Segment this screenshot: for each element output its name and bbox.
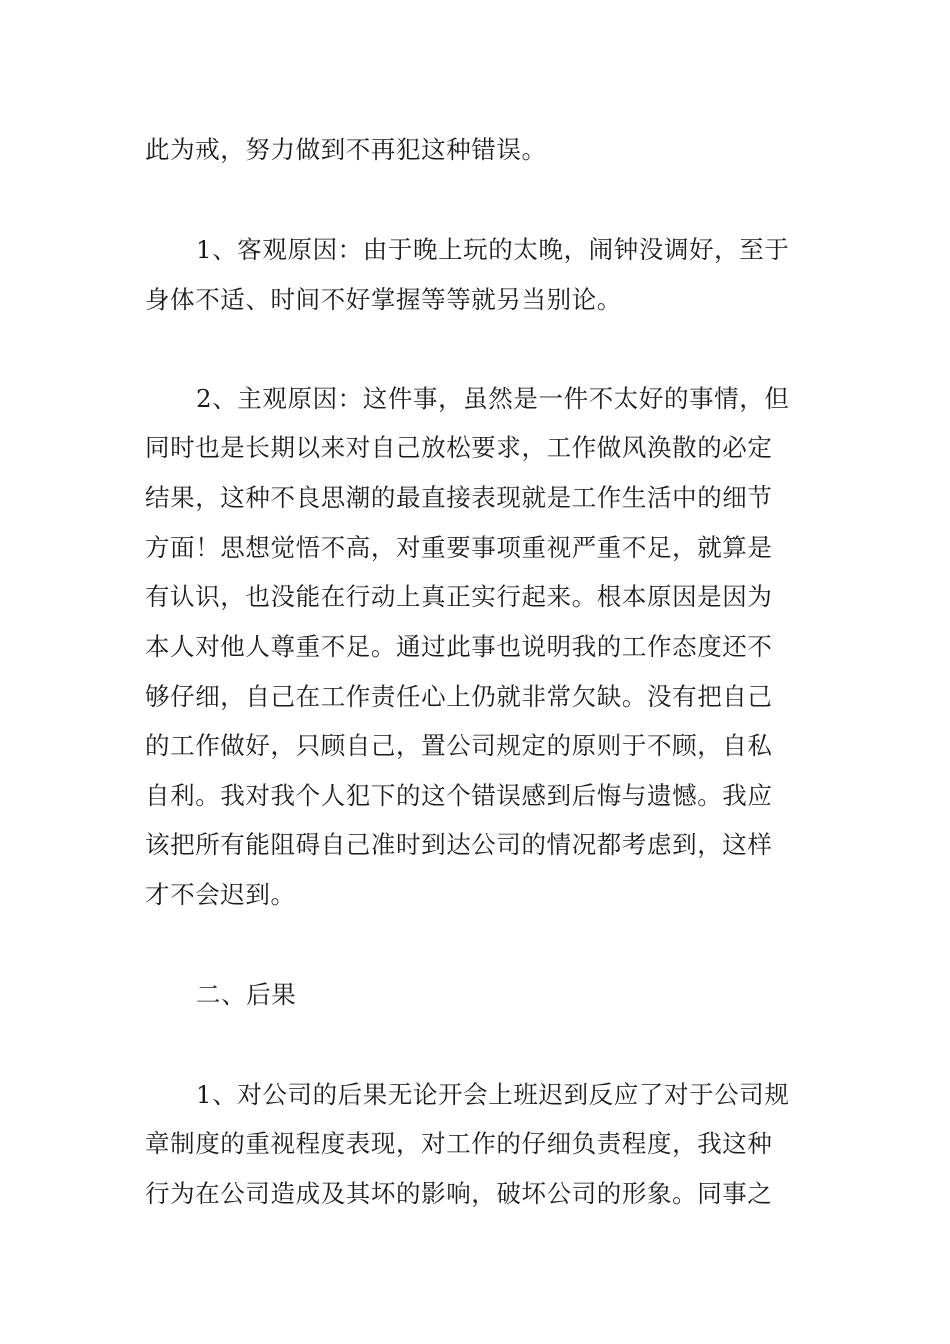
paragraph-line: 有认识，也没能在行动上真正实行起来。根本原因是因为 <box>145 582 773 611</box>
paragraph-line: 同时也是长期以来对自己放松要求，工作做风涣散的必定 <box>145 433 773 462</box>
paragraph-line: 章制度的重视程度表现，对工作的仔细负责程度，我这种 <box>145 1129 773 1158</box>
paragraph-line: 的工作做好，只顾自己，置公司规定的原则于不顾，自私 <box>145 731 773 760</box>
section-heading: 二、后果 <box>196 980 297 1009</box>
paragraph-line: 2、主观原因：这件事，虽然是一件不太好的事情，但 <box>196 384 790 413</box>
paragraph-line: 自利。我对我个人犯下的这个错误感到后悔与遗憾。我应 <box>145 781 773 810</box>
paragraph-line: 本人对他人尊重不足。通过此事也说明我的工作态度还不 <box>145 632 773 661</box>
paragraph-line: 1、客观原因：由于晚上玩的太晚，闹钟没调好，至于 <box>196 235 790 264</box>
paragraph-line: 才不会迟到。 <box>145 880 296 909</box>
paragraph-line: 此为戒，努力做到不再犯这种错误。 <box>145 135 547 164</box>
paragraph-line: 方面！思想觉悟不高，对重要事项重视严重不足，就算是 <box>145 533 773 562</box>
paragraph-line: 够仔细，自己在工作责任心上仍就非常欠缺。没有把自己 <box>145 682 773 711</box>
paragraph-line: 行为在公司造成及其坏的影响，破坏公司的形象。同事之 <box>145 1179 773 1208</box>
paragraph-line: 身体不适、时间不好掌握等等就另当别论。 <box>145 285 622 314</box>
paragraph-line: 1、对公司的后果无论开会上班迟到反应了对于公司规 <box>196 1080 790 1109</box>
paragraph-line: 结果，这种不良思潮的最直接表现就是工作生活中的细节 <box>145 483 773 512</box>
paragraph-line: 该把所有能阻碍自己准时到达公司的情况都考虑到，这样 <box>145 830 773 859</box>
